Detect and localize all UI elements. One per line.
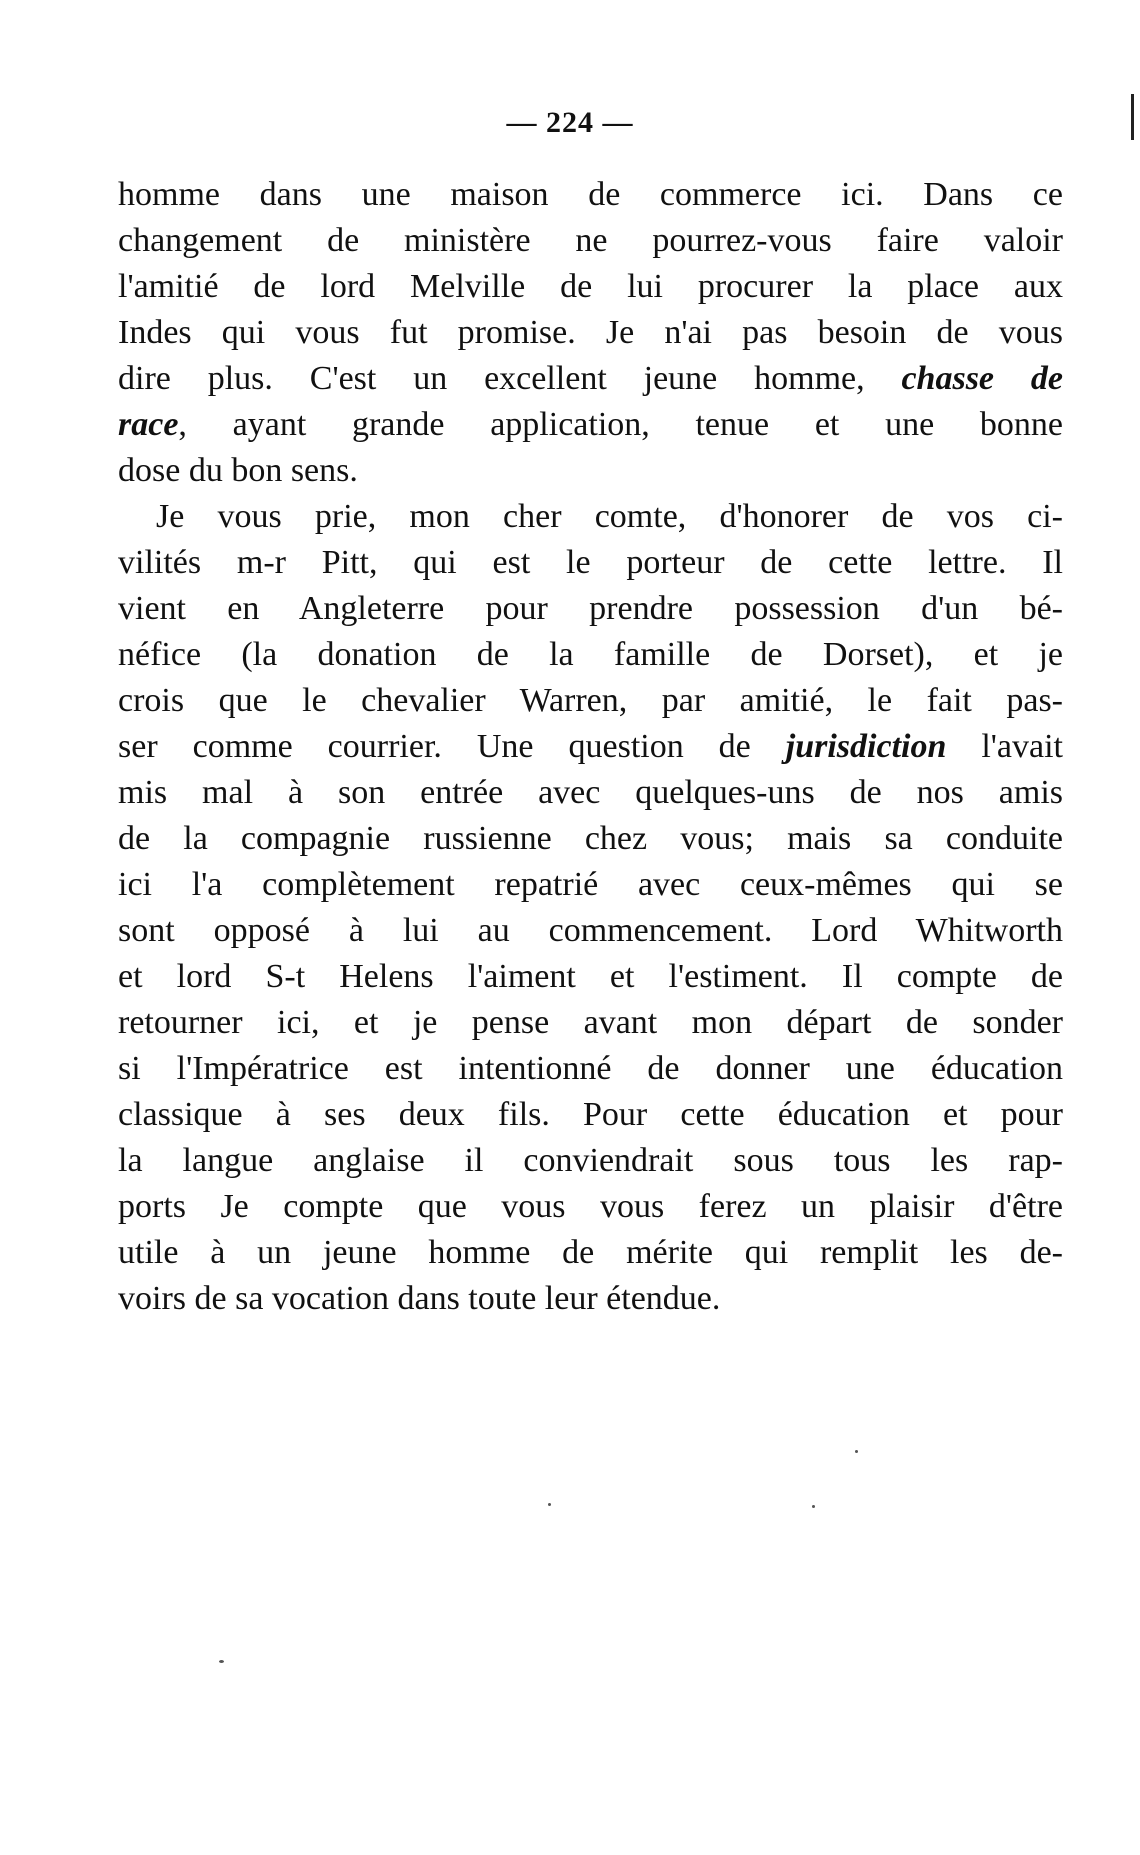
text-line-13: ser comme courrier. Une question de jurisdiction l'avait [118, 728, 1063, 765]
text-line-1: homme dans une maison de commerce ici. Dans ce [118, 176, 1063, 213]
text-line-21: classique à ses deux fils. Pour cette éducation et pour [118, 1096, 1063, 1133]
italic-word: jurisdiction [785, 728, 947, 765]
text-line-18: et lord S-t Helens l'aiment et l'estiment. Il compte de [118, 958, 1063, 995]
text-line-6: race, ayant grande application, tenue et une bonne [118, 406, 1063, 443]
text-line-23: ports Je compte que vous vous ferez un plaisir d'être [118, 1188, 1063, 1225]
text-line-3: l'amitié de lord Melville de lui procurer la place aux [118, 268, 1063, 305]
text-line-9: vilités m-r Pitt, qui est le porteur de cette lettre. Il [118, 544, 1063, 581]
text-line-5: dire plus. C'est un excellent jeune homme, chasse de [118, 360, 1063, 397]
text-line-11: néfice (la donation de la famille de Dorset), et je [118, 636, 1063, 673]
italic-word: race [118, 406, 179, 443]
text-line-12: crois que le chevalier Warren, par amitié, le fait pas- [118, 682, 1063, 719]
text-line-14: mis mal à son entrée avec quelques-uns de nos amis [118, 774, 1063, 811]
text-line-20: si l'Impératrice est intentionné de donner une éducation [118, 1050, 1063, 1087]
text-line-7: dose du bon sens. [118, 452, 358, 489]
ink-speck [548, 1503, 551, 1506]
ink-speck [812, 1505, 815, 1508]
text-line-22: la langue anglaise il conviendrait sous tous les rap- [118, 1142, 1063, 1179]
text-line-19: retourner ici, et je pense avant mon départ de sonder [118, 1004, 1063, 1041]
italic-phrase: chasse de [901, 360, 1063, 397]
text-line-2: changement de ministère ne pourrez-vous faire valoir [118, 222, 1063, 259]
text-line-25: voirs de sa vocation dans toute leur étendue. [118, 1280, 721, 1317]
ink-speck [219, 1660, 224, 1663]
text-line-16: ici l'a complètement repatrié avec ceux-mêmes qui se [118, 866, 1063, 903]
text-line-4: Indes qui vous fut promise. Je n'ai pas besoin de vous [118, 314, 1063, 351]
text-line-10: vient en Angleterre pour prendre possession d'un bé- [118, 590, 1063, 627]
text-line-17: sont opposé à lui au commencement. Lord Whitworth [118, 912, 1063, 949]
text-line-24: utile à un jeune homme de mérite qui remplit les de- [118, 1234, 1063, 1271]
text-line-8: Je vous prie, mon cher comte, d'honorer de vos ci- [156, 498, 1063, 535]
page-number: — 224 — [506, 106, 634, 139]
ink-speck [855, 1450, 858, 1453]
body-text [118, 172, 1063, 1322]
text-line-15: de la compagnie russienne chez vous; mais sa conduite [118, 820, 1063, 857]
